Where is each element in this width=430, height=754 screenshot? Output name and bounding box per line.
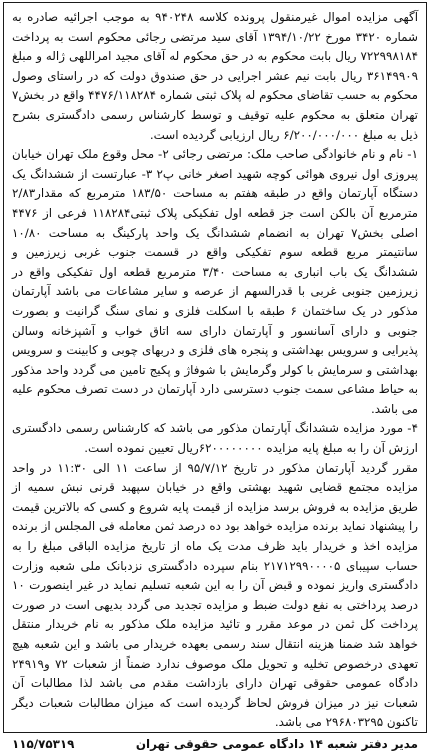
notice-intro-paragraph: آگهی مزایده اموال غیرمنقول پرونده کلاسه ۹۴۰۲۴۸ به موجب اجرائیه صادره به شماره ۳۴۲۰ مورخ ۱۳۹۴/۱۰/۲۲ آقای سید مرتضی رجائی محکوم است به پرداخت ۷۲۲۹۹۸۱۸۴ ریال بابت محکوم به در حق محکوم له آقای مجید امراللهی ژاله و مبلغ ۳۶۱۴۹۹۰۹ ریال بابت نیم عشر اجرایی در حق صندوق دولت که در راستای وصول محکوم به حسب تقاضای محکوم له پلاک ثبتی شماره ۴۴۷۶/۱۱۸۲۸۴ واقع در بخش۷ تهران متعلق به محکوم علیه توقیف و توسط کارشناس رسمی دادگستری بشرح ذیل به مبلغ ۶/۲۰۰/۰۰۰/۰۰۰ ریال ارزیابی گردیده است.: [12, 10, 418, 142]
notice-footer: [12, 735, 418, 754]
property-details-paragraph: ۱- نام و نام خانوادگی صاحب ملک: مرتضی رجائی ۲- محل وقوع ملک تهران خیابان پیروزی اول نیروی هوائی کوچه شهید اصغر خانی پ۲ ۳- عبارتست از ششدانگ یک دستگاه آپارتمان واقع در طبقه هفتم به مساحت ۱۸۳/۵۰ مترمربع که مقدار۲/۸۳ مترمربع آن بالکن است جز قطعه اول تفکیکی پلاک ثبتی۱۱۸۲۸۴ فرعی از ۴۴۷۶ اصلی بخش۷ تهران به انضمام ششدانگ یک واحد پارکینگ به مساحت ۱۰/۸۰ سانتیمتر مربع قطعه سوم تفکیکی واقع در قسمت جنوب غربی زیرزمین و ششدانگ یک باب انباری به مساحت ۳/۴۰ مترمربع قطعه اول تفکیکی واقع در زیرزمین جنوبی غربی با قدرالسهم از عرصه و سایر مشاعات می باشد آپارتمان مذکور در یک ساختمان ۶ طبقه با اسکلت فلزی و نمای سنگ گرانیت و بصورت جنوبی و دارای آسانسور و آپارتمان دارای سه اتاق خواب و آشپزخانه وسالن پذیرایی و سرویس بهداشتی و پنجره های فلزی و دربهای چوبی و کابینت و سرویس بهداشتی و سرمایش با کولر وگرمایش با شوفاژ و پکیج تامین می گردد واحد مذکور به حیاط مشاعی سمت جنوب دسترسی دارد آپارتمان در دست تصرف محکوم علیه می باشد.: [12, 147, 418, 416]
auction-subject-paragraph: ۴- مورد مزایده ششدانگ آپارتمان مذکور می باشد که کارشناس رسمی دادگستری ارزش آن را به مبلغ پایه مزایده ۶۲۰۰۰۰۰۰۰۰ریال تعیین نموده است.: [12, 421, 418, 456]
auction-terms-paragraph: مقرر گردید آپارتمان مذکور در تاریخ ۹۵/۷/۱۲ از ساعت ۱۱ الی ۱۱:۳۰ در واحد مزایده مجتمع قضایی شهید بهشتی واقع در خیابان سپهبد قرنی نبش سمیه از طریق مزایده به فروش برسد مزایده از قیمت پایه شروع و کسی که بالاترین قیمت را پیشنهاد نماید برنده مزایده خواهد بود ده درصد ثمن معامله فی المجلس از برنده مزایده اخذ و خریدار باید ظرف مدت یک ماه از تاریخ مزایده الباقی مبلغ را به حساب سپیبای ۲۱۷۱۲۹۹۰۰۰۰۵ بنام سپرده دادگستری نزدبانک ملی شعبه وزارت دادگستری واریز نموده و قبض آن را به این شعبه تسلیم نماید در غیر اینصورت ۱۰ درصد پرداختی به نفع دولت ضبط و مزایده تجدید می گردد بدیهی است در صورت پرداخت کل ثمن در موعد مقرر و تائید مزایده ملک مذکور به نام خریدار منتقل خواهد شد ضمنا هزینه انتقال سند رسمی بعهده خریدار می باشد و این شعبه هیچ تعهدی درخصوص تخلیه و تحویل ملک موصوف ندارد ضمناً از شعبات ۷۲ و۲۴۹۱۹ دادگاه عمومی حقوقی تهران دارای بازداشت مقدم می باشد لذا مطالبات آن شعبات نیز در میزان فروش لحاظ گردیده است که میزان مطالبات شعبات دیگر تاکنون ۲۹۶۸۰۳۲۹۵ می باشد.: [12, 460, 419, 730]
auction-notice: [3, 2, 427, 751]
court-signature: مدیر دفتر شعبه ۱۴ دادگاه عمومی حقوقی تهران: [135, 736, 418, 751]
notice-code: ۱۱۵/۷۵۳۱۹: [12, 736, 75, 751]
